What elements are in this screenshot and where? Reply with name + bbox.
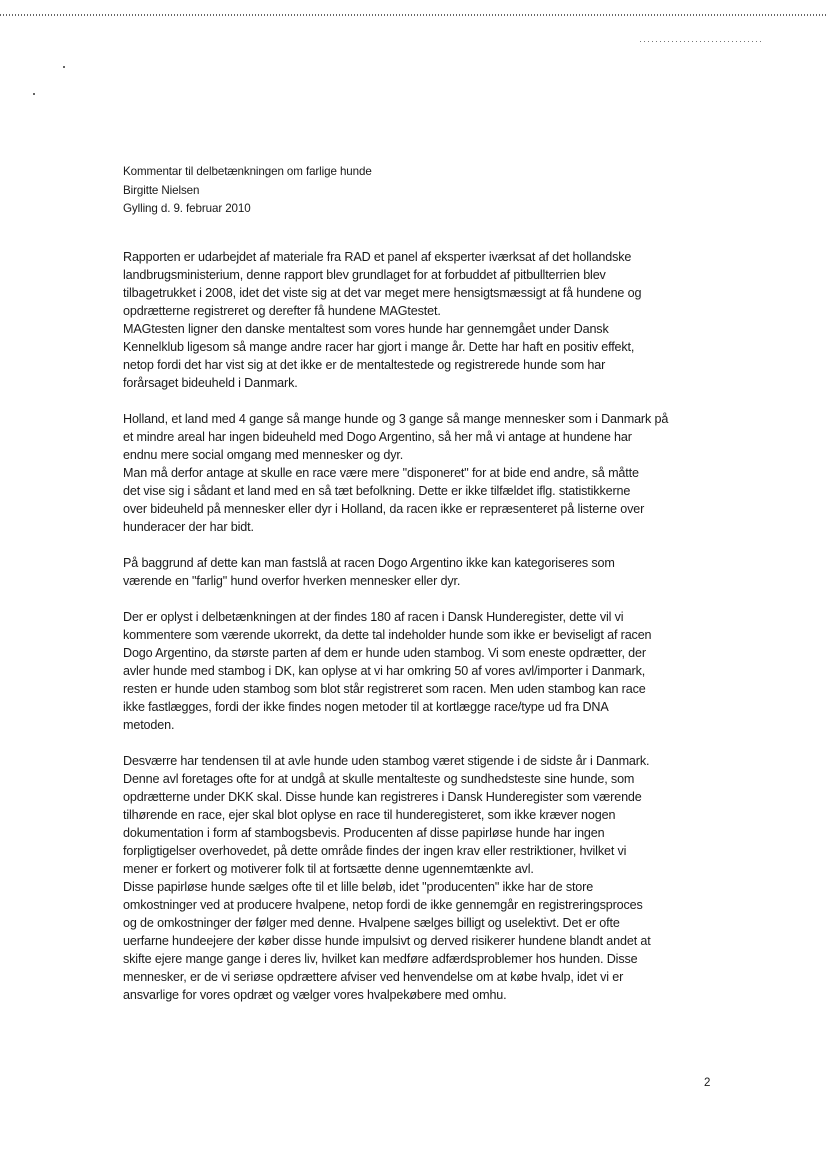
text-line: værende en "farlig" hund overfor hverken mennesker eller dyr. <box>123 574 461 588</box>
text-line: endnu mere social omgang med mennesker og dyr. <box>123 448 404 462</box>
paragraph-gap <box>123 590 723 608</box>
text-line: Desværre har tendensen til at avle hunde uden stambog været stigende i de sidste år i Danmark. <box>123 754 650 768</box>
text-line: uerfarne hundeejere der køber disse hunde impulsivt og derved risikerer hundene blandt andet at <box>123 934 651 948</box>
page-number: 2 <box>704 1077 711 1089</box>
paragraph-gap <box>123 392 723 410</box>
text-line: Der er oplyst i delbetænkningen at der findes 180 af racen i Dansk Hunderegister, dette vil vi <box>123 610 624 624</box>
text-line: metoden. <box>123 718 175 732</box>
text-line: tilhørende en race, ejer skal blot oplyse en race til hunderegisteret, som ikke kræver nogen <box>123 808 616 822</box>
text-line: Disse papirløse hunde sælges ofte til et lille beløb, idet "producenten" ikke har de store <box>123 880 594 894</box>
text-line: hunderacer der har bidt. <box>123 520 254 534</box>
document-header <box>123 163 372 219</box>
document-author: Birgitte Nielsen <box>123 183 200 197</box>
text-line: mener er forkert og motiverer folk til at fortsætte denne ugennemtænkte avl. <box>123 862 534 876</box>
text-line: og de omkostninger der følger med denne. Hvalpene sælges billigt og uselektivt. Det er ofte <box>123 916 620 930</box>
text-line: Dogo Argentino, da største parten af dem er hunde uden stambog. Vi som eneste opdrætter, der <box>123 646 646 660</box>
document-place-date: Gylling d. 9. februar 2010 <box>123 202 251 216</box>
text-line: ansvarlige for vores opdræt og vælger vores hvalpekøbere med omhu. <box>123 988 507 1002</box>
paragraph-gap <box>123 536 723 554</box>
text-line: Man må derfor antage at skulle en race være mere "disponeret" for at bide end andre, så måtte <box>123 466 639 480</box>
text-line: det vise sig i sådant et land med en så tæt befolkning. Dette er ikke tilfældet iflg. statistikkerne <box>123 484 631 498</box>
paragraph <box>123 410 723 536</box>
paragraph <box>123 752 723 1004</box>
paragraph <box>123 554 723 590</box>
paragraph-gap <box>123 734 723 752</box>
text-line: omkostninger ved at producere hvalpene, netop fordi de ikke gennemgår en registreringsproces <box>123 898 643 912</box>
text-line: ikke fastlægges, fordi der ikke findes nogen metoder til at kortlægge race/type ud fra DNA <box>123 700 609 714</box>
text-line: skifte ejere mange gange i deres liv, hvilket kan medføre adfærdsproblemer hos hunden. Disse <box>123 952 638 966</box>
scan-artifact-top <box>0 14 826 16</box>
text-line: mennesker, er de vi seriøse opdrættere afviser ved henvendelse om at købe hvalp, idet vi er <box>123 970 624 984</box>
document-title: Kommentar til delbetænkningen om farlige hunde <box>123 165 372 178</box>
text-line: Holland, et land med 4 gange så mange hunde og 3 gange så mange mennesker som i Danmark på <box>123 412 669 426</box>
text-line: Rapporten er udarbejdet af materiale fra RAD et panel af eksperter iværksat af det hollandske <box>123 250 632 264</box>
text-line: opdrætterne registreret og derefter få hundene MAGtestet. <box>123 304 441 318</box>
text-line: På baggrund af dette kan man fastslå at racen Dogo Argentino ikke kan kategoriseres som <box>123 556 615 570</box>
text-line: landbrugsministerium, denne rapport blev grundlaget for at forbuddet af pitbullterrien blev <box>123 268 606 282</box>
scan-speck <box>33 93 35 95</box>
text-line: forårsaget bideuheld i Danmark. <box>123 376 298 390</box>
scan-artifact-top-right <box>640 41 764 42</box>
text-line: opdrætterne under DKK skal. Disse hunde kan registreres i Dansk Hunderegister som værende <box>123 790 642 804</box>
text-line: et mindre areal har ingen bideuheld med Dogo Argentino, så her må vi antage at hundene har <box>123 430 632 444</box>
text-line: avler hunde med stambog i DK, kan oplyse at vi har omkring 50 af vores avl/importer i Danmark, <box>123 664 646 678</box>
text-line: tilbagetrukket i 2008, idet det viste sig at det var meget mere hensigtsmæssigt at få hundene og <box>123 286 642 300</box>
text-line: Kennelklub ligesom så mange andre racer har gjort i mange år. Dette har haft en positiv effekt, <box>123 340 635 354</box>
text-line: kommentere som værende ukorrekt, da dette tal indeholder hunde som ikke er beviseligt af racen <box>123 628 652 642</box>
paragraph <box>123 608 723 734</box>
document-body <box>123 248 723 1004</box>
text-line: resten er hunde uden stambog som blot står registreret som racen. Men uden stambog kan race <box>123 682 646 696</box>
paragraph <box>123 248 723 392</box>
text-line: netop fordi det har vist sig at det ikke er de mentaltestede og registrerede hunde som har <box>123 358 606 372</box>
scan-speck <box>63 66 65 68</box>
text-line: over bideuheld på mennesker eller dyr i Holland, da racen ikke er repræsenteret på listerne over <box>123 502 645 516</box>
text-line: Denne avl foretages ofte for at undgå at skulle mentalteste og sundhedsteste sine hunde, som <box>123 772 635 786</box>
text-line: forpligtigelser overhovedet, på dette område findes der ingen krav eller restriktioner, hvilket vi <box>123 844 627 858</box>
text-line: MAGtesten ligner den danske mentaltest som vores hunde har gennemgået under Dansk <box>123 322 609 336</box>
text-line: dokumentation i form af stambogsbevis. Producenten af disse papirløse hunde har ingen <box>123 826 605 840</box>
